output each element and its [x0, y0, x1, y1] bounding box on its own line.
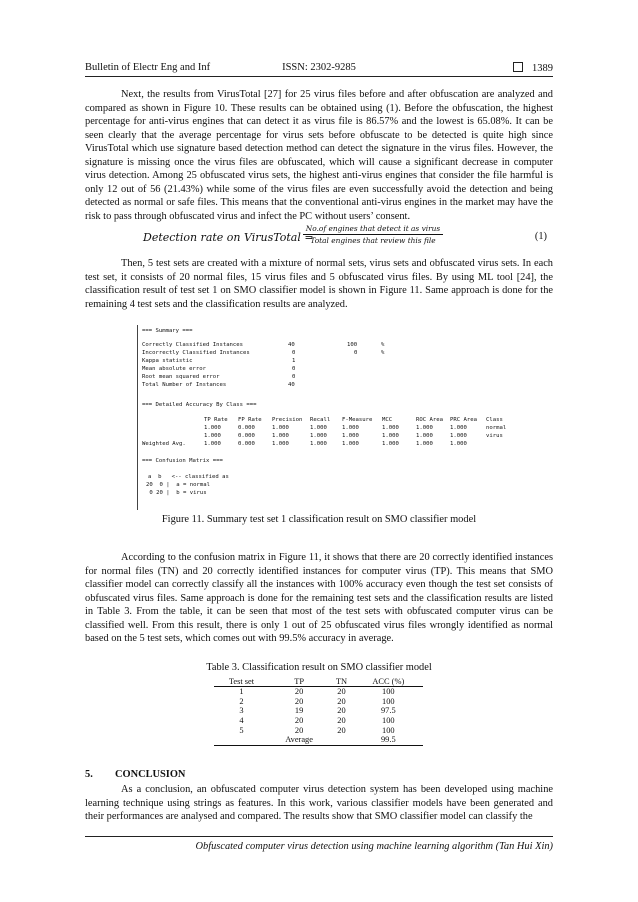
paragraph-virustotal: Next, the results from VirusTotal [27] for 25 virus files before and after obfuscation are analyzed and compared as shown in Figure 10. These results can be obtained using (1). Before the obfuscation, the highest percentage for anti-virus engines that can detect it as virus file is 86.57% and the lowest is 65.08%. It can be seen clearly that the average percentage for virus sets before obfuscate to be detected is quite high since VirusTotal which use signature based detection method can detect the signature in the virus files. However, the signature is missing once the virus files are obfuscated, which will cause a significant decrease in computer virus detection. Among 25 obfuscated virus sets, the highest anti-virus engines that consider the file harmful is only 12 out of 56 (21.43%) while some of the virus files are even successfully avoid the detection and being detected as normal or safe files. This means that the conventional anti-virus engines in the market may have the risk to pass through obfuscated virus and infect the PC without users’ consent.: [85, 89, 553, 222]
table-row: [214, 706, 423, 716]
average-label: Average: [269, 735, 329, 745]
confusion-title: === Confusion Matrix ===: [142, 458, 223, 464]
cell: 20: [294, 687, 304, 697]
r3-f: 1.000: [342, 441, 359, 447]
cm-row-1: 20 0 | a = normal: [146, 482, 210, 488]
r3-tp: 1.000: [204, 441, 221, 447]
cm-row-2: 0 20 | b = virus: [146, 490, 207, 496]
equation-lhs: Detection rate on VirusTotal =: [143, 231, 314, 244]
page-number-block: [513, 62, 553, 74]
section-number: 5.: [85, 769, 93, 780]
summary-title: === Summary ===: [142, 328, 193, 334]
r1-prc: 1.000: [450, 425, 467, 431]
cm-header: a b <-- classified as: [148, 474, 229, 480]
checkbox-square-icon: [513, 62, 523, 72]
total-value: 40: [288, 382, 295, 388]
r3-fp: 0.000: [238, 441, 255, 447]
cell: 100: [382, 725, 395, 735]
equation-fraction: [303, 224, 443, 245]
r2-mcc: 1.000: [382, 433, 399, 439]
cell: [329, 735, 353, 745]
equation-number: (1): [534, 231, 547, 242]
r1-roc: 1.000: [416, 425, 433, 431]
equation-denominator: Total engines that review this file: [310, 236, 436, 245]
page-number: 1389: [532, 63, 553, 74]
cell: 20: [337, 706, 346, 716]
table-row: [214, 716, 423, 726]
mae-value: 0: [292, 366, 296, 372]
r2-recall: 1.000: [310, 433, 327, 439]
cell: 20: [337, 696, 346, 706]
col-tp-rate: TP Rate: [204, 417, 228, 423]
cell: 5: [239, 725, 244, 735]
cell: 20: [337, 725, 346, 735]
cell: 2: [239, 696, 244, 706]
th-tp: TP: [269, 676, 329, 687]
section-title: CONCLUSION: [115, 769, 186, 780]
col-roc-area: ROC Area: [416, 417, 443, 423]
issn: ISSN: 2302-9285: [282, 62, 356, 73]
r3-roc: 1.000: [416, 441, 433, 447]
incorrect-count: 0: [292, 350, 296, 356]
r2-precision: 1.000: [272, 433, 289, 439]
r1-fp: 0.000: [238, 425, 255, 431]
mae-label: Mean absolute error: [142, 366, 206, 372]
cell: 20: [337, 716, 346, 726]
incorrect-pct: 0: [354, 350, 358, 356]
col-precision: Precision: [272, 417, 303, 423]
th-acc: ACC (%): [354, 676, 423, 687]
r2-fp: 0.000: [238, 433, 255, 439]
cell: [214, 735, 269, 745]
col-recall: Recall: [310, 417, 331, 423]
equation-numerator: No.of engines that detect it as virus: [303, 224, 443, 235]
col-fp-rate: FP Rate: [238, 417, 262, 423]
table-average-row: [214, 735, 423, 745]
cell: 100: [382, 716, 395, 726]
r3-label: Weighted Avg.: [142, 441, 186, 447]
cell: 100: [382, 696, 395, 706]
r2-roc: 1.000: [416, 433, 433, 439]
r2-class: virus: [486, 433, 503, 439]
correct-pct: 100: [347, 342, 358, 348]
cell: 20: [294, 696, 304, 706]
r1-class: normal: [486, 425, 507, 431]
figure-caption: Figure 11. Summary test set 1 classification result on SMO classifier model: [161, 514, 477, 525]
cell: 20: [294, 725, 304, 735]
r1-mcc: 1.000: [382, 425, 399, 431]
journal-name: Bulletin of Electr Eng and Inf: [85, 62, 211, 73]
table-row: [214, 725, 423, 735]
incorrect-pct-sign: %: [381, 350, 385, 356]
r2-tp: 1.000: [204, 433, 221, 439]
detailed-title: === Detailed Accuracy By Class ===: [142, 402, 257, 408]
r1-f: 1.000: [342, 425, 359, 431]
r2-f: 1.000: [342, 433, 359, 439]
equation-1: [85, 224, 553, 252]
table-row: [214, 687, 423, 697]
incorrect-label: Incorrectly Classified Instances: [142, 350, 250, 356]
cell: 1: [239, 687, 244, 697]
cell: 20: [337, 687, 346, 697]
col-mcc: MCC: [382, 417, 393, 423]
page-header: [85, 62, 553, 77]
section-heading: [85, 769, 185, 780]
average-value: 99.5: [354, 735, 423, 745]
col-f-measure: F-Measure: [342, 417, 373, 423]
table-row: [214, 697, 423, 707]
r2-prc: 1.000: [450, 433, 467, 439]
weka-output-figure: [137, 325, 518, 510]
th-test-set: Test set: [214, 676, 269, 687]
th-tn: TN: [329, 676, 353, 687]
r3-recall: 1.000: [310, 441, 327, 447]
cell: 97.5: [380, 706, 396, 716]
rmse-label: Root mean squared error: [142, 374, 220, 380]
results-table: [214, 676, 423, 746]
cell: 3: [239, 706, 244, 716]
col-prc-area: PRC Area: [450, 417, 477, 423]
total-label: Total Number of Instances: [142, 382, 227, 388]
kappa-value: 1: [292, 358, 296, 364]
rmse-value: 0: [292, 374, 296, 380]
r3-precision: 1.000: [272, 441, 289, 447]
correct-count: 40: [288, 342, 295, 348]
page-footer: Obfuscated computer virus detection using machine learning algorithm (Tan Hui Xin): [85, 836, 553, 857]
r3-prc: 1.000: [450, 441, 467, 447]
cell: 19: [294, 706, 304, 716]
r1-precision: 1.000: [272, 425, 289, 431]
cell: 100: [382, 687, 395, 697]
correct-label: Correctly Classified Instances: [142, 342, 244, 348]
paragraph-confusion-matrix: According to the confusion matrix in Figure 11, it shows that there are 20 correctly identified instances for normal files (TN) and 20 correctly identified instances for computer virus (TP). This means that SMO classifier model can correctly classify all the instances with 100% accuracy even though the test set consists of obfuscated virus files. Same approach is done for the remaining test sets and the classification results are listed in Table 3. From the table, it can be seen that most of the test sets with obfuscated computer virus can be classified well. From this result, there is only 1 out of 25 obfuscated virus files wrongly identified as normal based on the 5 test sets, which comes out with 99.5% accuracy in average.: [85, 552, 553, 644]
cell: 4: [239, 716, 244, 726]
table-header-row: [214, 676, 423, 687]
table-caption: Table 3. Classification result on SMO classifier model: [206, 662, 432, 673]
col-class: Class: [486, 417, 503, 423]
correct-pct-sign: %: [381, 342, 385, 348]
r1-tp: 1.000: [204, 425, 221, 431]
r1-recall: 1.000: [310, 425, 327, 431]
kappa-label: Kappa statistic: [142, 358, 193, 364]
paragraph-test-sets: Then, 5 test sets are created with a mixture of normal sets, virus sets and obfuscated virus sets. In each test set, it consists of 20 normal files, 15 virus files and 5 obfuscated virus files. By using ML tool [24], the classification result of test set 1 on SMO classifier model is shown in Figure 11. Same approach is done for the remaining 4 test sets and the classification results are analyzed.: [85, 258, 553, 310]
r3-mcc: 1.000: [382, 441, 399, 447]
paragraph-conclusion: As a conclusion, an obfuscated computer virus detection system has been developed using machine learning technique using strings as features. In this work, various classifier models have been generated and their performances are analysed and compared. The results show that SMO classifier model can classify the: [85, 784, 553, 822]
cell: 20: [294, 716, 304, 726]
